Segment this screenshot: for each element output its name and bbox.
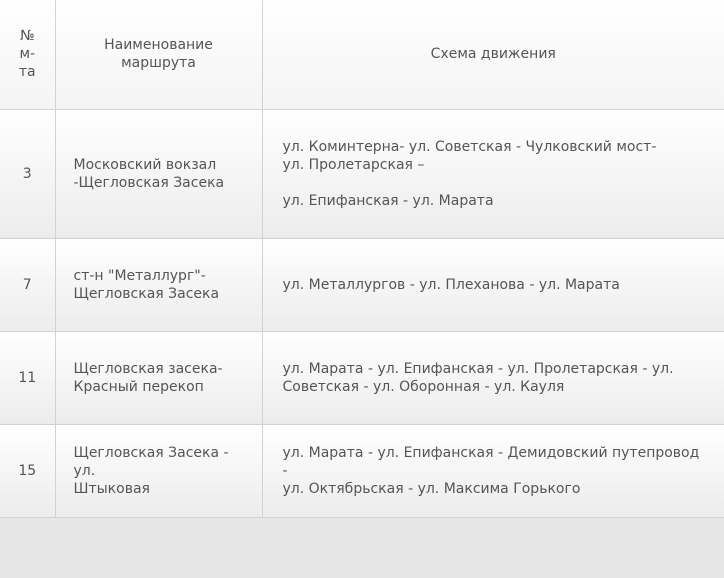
route-name: Щегловская засека- Красный перекоп [55,331,262,424]
route-scheme: ул. Металлургов - ул. Плеханова - ул. Марата [262,238,724,331]
route-number: 3 [0,109,55,238]
route-name: ст-н "Металлург"- Щегловская Засека [55,238,262,331]
route-scheme: ул. Коминтерна- ул. Советская - Чулковский мост- ул. Пролетарская – ул. Епифанская - ул. Марата [262,109,724,238]
header-route-name: Наименование маршрута [55,0,262,109]
table-row [0,424,724,517]
route-number: 15 [0,424,55,517]
route-name: Московский вокзал -Щегловская Засека [55,109,262,238]
route-number: 7 [0,238,55,331]
table-header-row [0,0,724,109]
route-scheme: ул. Марата - ул. Епифанская - ул. Пролетарская - ул. Советская - ул. Оборонная - ул. Кауля [262,331,724,424]
route-name: Щегловская Засека - ул. Штыковая [55,424,262,517]
route-scheme: ул. Марата - ул. Епифанская - Демидовский путепровод - ул. Октябрьская - ул. Максима Горького [262,424,724,517]
header-route-scheme: Схема движения [262,0,724,109]
table-row [0,331,724,424]
table-row [0,109,724,238]
table-row [0,238,724,331]
header-route-number: № м- та [0,0,55,109]
route-number: 11 [0,331,55,424]
